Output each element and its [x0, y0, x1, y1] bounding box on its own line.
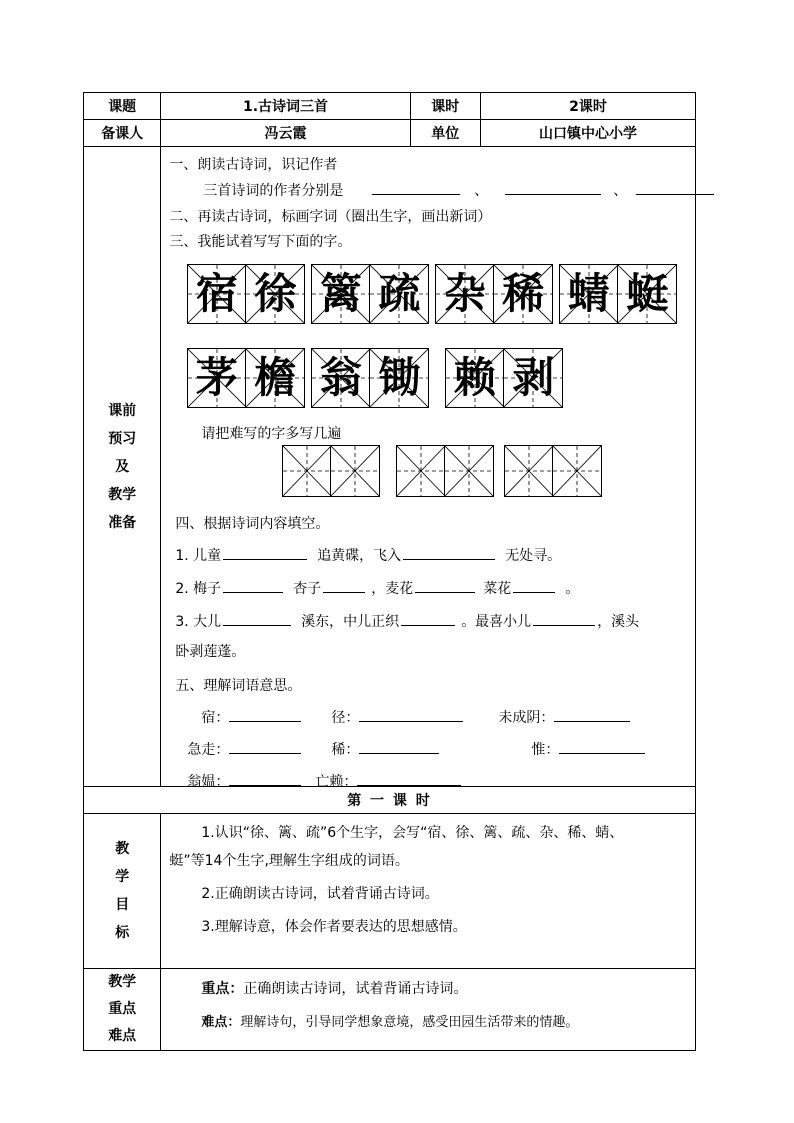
answer-blank[interactable]: [223, 611, 291, 626]
q-text: 。最喜小儿: [461, 614, 532, 630]
goals-row: [84, 814, 696, 969]
answer-blank[interactable]: [401, 611, 455, 626]
answer-blank[interactable]: [415, 578, 475, 593]
word-label: 惟：: [531, 742, 560, 758]
answer-blank[interactable]: [403, 545, 495, 560]
word-label: 稀：: [331, 742, 360, 758]
char-grid-group: [311, 264, 429, 324]
fill-question-2: [175, 578, 579, 598]
practice-char: 宿: [195, 269, 238, 318]
side-line: 难点: [108, 1028, 137, 1044]
side-line: 课前: [108, 402, 137, 419]
word-3: [498, 707, 630, 727]
author-blank-2[interactable]: [505, 180, 601, 195]
char-cell: [246, 265, 304, 323]
separator: 、: [613, 183, 628, 199]
q-text: 杏子: [293, 581, 322, 597]
word-blank[interactable]: [559, 739, 645, 754]
unit-label: 单位: [410, 120, 480, 147]
q-text: 2. 梅子: [175, 581, 222, 597]
word-blank[interactable]: [229, 771, 301, 786]
side-line: 及: [115, 458, 130, 475]
char-cell: [446, 349, 504, 407]
side-line: 预习: [108, 430, 137, 447]
char-grid-group: [435, 264, 553, 324]
period-value: 2课时: [480, 93, 695, 120]
practice-char: 蜻: [567, 269, 610, 318]
empty-cell[interactable]: [331, 446, 379, 496]
preview-content: [161, 147, 696, 790]
answer-blank[interactable]: [323, 578, 365, 593]
practice-char: 锄: [378, 353, 421, 402]
focus-label: 重点：: [201, 981, 244, 997]
practice-note: 请把难写的字多写几遍: [201, 426, 342, 442]
q-text: 1. 儿童: [175, 548, 222, 564]
section-5-title: 五、理解词语意思。: [175, 678, 302, 694]
word-1: [201, 707, 301, 727]
goals-side-label: [84, 814, 161, 969]
fill-question-3: [175, 611, 639, 631]
char-cell: [188, 265, 246, 323]
difficulty-text: 理解诗句，引导同学想象意境，感受田园生活带来的情趣。: [240, 1015, 579, 1030]
word-blank[interactable]: [359, 707, 463, 722]
char-cell: [312, 349, 370, 407]
q-text: 。: [565, 581, 580, 597]
section-2-title: 二、再读古诗词，标画字词（圈出生字，画出新词）: [169, 209, 492, 225]
word-2: [331, 707, 463, 727]
side-line: 重点: [108, 1001, 137, 1017]
empty-cell[interactable]: [505, 446, 553, 496]
q-text: 溪东，中儿正织: [301, 614, 400, 630]
period-title: 第 一 课 时: [84, 787, 696, 814]
char-cell: [188, 349, 246, 407]
char-cell: [370, 265, 428, 323]
word-8: [315, 771, 461, 791]
side-line: 教: [115, 841, 130, 857]
side-line: 学: [115, 869, 130, 885]
fill-question-3-cont: 卧剥莲蓬。: [175, 644, 246, 660]
goal-1-line-1: 1.认识“徐、篱、疏”6个生字，会写“宿、徐、篱、疏、杂、稀、蜻、: [201, 825, 624, 841]
word-label: 翁媪：: [187, 774, 230, 790]
word-label: 亡赖：: [315, 774, 358, 790]
lesson-plan-table: [83, 92, 696, 1051]
separator: 、: [474, 183, 489, 199]
word-label: 急走：: [187, 742, 230, 758]
practice-char: 檐: [254, 353, 297, 402]
side-line: 标: [115, 925, 130, 941]
practice-char: 赖: [453, 353, 496, 402]
teacher-value: 冯云霞: [161, 120, 410, 147]
answer-blank[interactable]: [223, 578, 283, 593]
q-text: 菜花: [483, 581, 512, 597]
practice-char: 篱: [319, 269, 362, 318]
practice-char: 稀: [502, 269, 545, 318]
side-line: 教学: [108, 974, 137, 990]
char-grid-group: [311, 348, 429, 408]
fill-question-1: [175, 545, 561, 565]
author-blank-3[interactable]: [636, 180, 714, 195]
authors-prompt: 三首诗词的作者分别是: [203, 183, 344, 199]
answer-blank[interactable]: [513, 578, 555, 593]
empty-cell[interactable]: [397, 446, 445, 496]
focus-line: [201, 975, 467, 1003]
goal-1-line-2: 蜓”等14个生字,理解生字组成的词语。: [169, 853, 409, 869]
q-text: ，溪头: [597, 614, 640, 630]
empty-cell[interactable]: [283, 446, 331, 496]
header-row-teacher: [84, 120, 696, 147]
practice-grid-group[interactable]: [504, 445, 602, 497]
word-blank[interactable]: [229, 707, 301, 722]
focus-text: 正确朗读古诗词，试着背诵古诗词。: [243, 981, 468, 997]
side-line: 教学: [108, 486, 137, 503]
practice-grid-group[interactable]: [282, 445, 380, 497]
authors-line: [203, 180, 713, 200]
word-blank[interactable]: [229, 739, 301, 754]
practice-char: 剥: [512, 353, 555, 402]
side-line: 目: [115, 897, 130, 913]
answer-blank[interactable]: [533, 611, 595, 626]
char-grid-group: [187, 348, 305, 408]
practice-grid-group[interactable]: [396, 445, 494, 497]
char-cell: [560, 265, 618, 323]
empty-cell[interactable]: [553, 446, 601, 496]
practice-char: 蜓: [626, 269, 669, 318]
key-content: [161, 969, 696, 1051]
header-row-topic: [84, 93, 696, 120]
q-text: 追黄碟，飞入: [317, 548, 402, 564]
word-7: [187, 771, 301, 791]
q-text: 3. 大儿: [175, 614, 222, 630]
preview-side-label: [84, 147, 161, 787]
word-5: [331, 739, 439, 759]
word-blank[interactable]: [554, 707, 630, 722]
char-cell: [370, 349, 428, 407]
word-4: [187, 739, 301, 759]
word-label: 未成阴：: [498, 710, 555, 726]
char-cell: [312, 265, 370, 323]
section-1-title: 一、朗读古诗词，识记作者: [169, 157, 338, 173]
char-grid-group: [445, 348, 563, 408]
unit-value: 山口镇中心小学: [480, 120, 695, 147]
practice-char: 翁: [319, 353, 362, 402]
word-label: 宿：: [201, 710, 230, 726]
practice-char: 徐: [254, 269, 297, 318]
answer-blank[interactable]: [223, 545, 307, 560]
topic-value: 1.古诗词三首: [161, 93, 410, 120]
practice-char: 茅: [195, 353, 238, 402]
section-4-title: 四、根据诗词内容填空。: [175, 516, 330, 532]
char-cell: [246, 349, 304, 407]
char-cell: [618, 265, 676, 323]
char-grid-group: [187, 264, 305, 324]
teacher-label: 备课人: [84, 120, 161, 147]
char-cell: [504, 349, 562, 407]
practice-char: 疏: [378, 269, 421, 318]
word-label: 径：: [331, 710, 360, 726]
difficulty-label: 难点：: [201, 1015, 241, 1030]
char-grid-group: [559, 264, 677, 324]
period-label: 课时: [410, 93, 480, 120]
char-cell: [494, 265, 552, 323]
goal-3: 3.理解诗意，体会作者要表达的思想感情。: [201, 919, 467, 935]
key-side-label: [84, 969, 161, 1051]
author-blank-1[interactable]: [372, 180, 460, 195]
word-blank[interactable]: [359, 739, 439, 754]
empty-cell[interactable]: [445, 446, 493, 496]
word-6: [531, 739, 645, 759]
practice-char: 杂: [443, 269, 486, 318]
section-3-title: 三、我能试着写写下面的字。: [169, 234, 352, 250]
goals-content: [161, 814, 696, 969]
preview-row: [84, 147, 696, 787]
difficulty-line: [201, 1009, 578, 1037]
topic-label: 课题: [84, 93, 161, 120]
q-text: 无处寻。: [505, 548, 562, 564]
key-points-row: [84, 969, 696, 1051]
q-text: ，麦花: [371, 581, 414, 597]
char-cell: [436, 265, 494, 323]
side-line: 准备: [108, 514, 137, 531]
word-blank[interactable]: [357, 771, 461, 786]
goal-2: 2.正确朗读古诗词，试着背诵古诗词。: [201, 886, 439, 902]
